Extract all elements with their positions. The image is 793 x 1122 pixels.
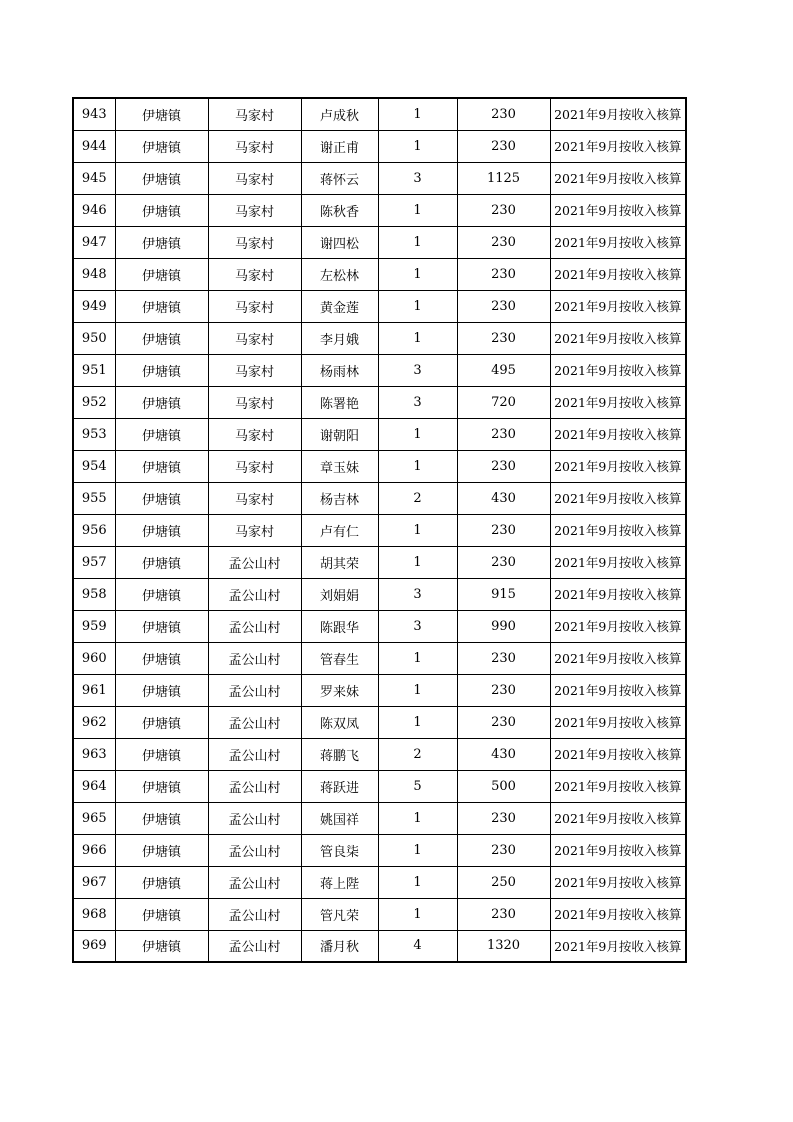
person-name-cell: 陈秋香 (301, 194, 378, 226)
amount-cell: 230 (457, 258, 550, 290)
person-name-cell: 蒋上陛 (301, 866, 378, 898)
table-row (73, 482, 686, 514)
village-cell: 马家村 (208, 194, 301, 226)
row-number-cell: 950 (73, 322, 115, 354)
note-cell: 2021年9月按收入核算 (550, 482, 686, 514)
amount-cell: 230 (457, 418, 550, 450)
amount-cell: 230 (457, 706, 550, 738)
row-number-cell: 945 (73, 162, 115, 194)
table-body (73, 98, 686, 962)
person-name-cell: 杨吉林 (301, 482, 378, 514)
town-cell: 伊塘镇 (115, 450, 208, 482)
village-cell: 马家村 (208, 162, 301, 194)
row-number-cell: 967 (73, 866, 115, 898)
row-number-cell: 953 (73, 418, 115, 450)
note-cell: 2021年9月按收入核算 (550, 322, 686, 354)
note-cell: 2021年9月按收入核算 (550, 354, 686, 386)
household-count-cell: 1 (378, 450, 457, 482)
row-number-cell: 952 (73, 386, 115, 418)
person-name-cell: 姚国祥 (301, 802, 378, 834)
amount-cell: 430 (457, 482, 550, 514)
household-count-cell: 3 (378, 610, 457, 642)
table-row (73, 930, 686, 962)
row-number-cell: 959 (73, 610, 115, 642)
person-name-cell: 罗来妹 (301, 674, 378, 706)
person-name-cell: 谢正甫 (301, 130, 378, 162)
person-name-cell: 卢有仁 (301, 514, 378, 546)
row-number-cell: 961 (73, 674, 115, 706)
household-count-cell: 1 (378, 98, 457, 130)
household-count-cell: 1 (378, 866, 457, 898)
household-count-cell: 1 (378, 226, 457, 258)
person-name-cell: 黄金莲 (301, 290, 378, 322)
row-number-cell: 951 (73, 354, 115, 386)
note-cell: 2021年9月按收入核算 (550, 610, 686, 642)
amount-cell: 990 (457, 610, 550, 642)
row-number-cell: 965 (73, 802, 115, 834)
household-count-cell: 1 (378, 514, 457, 546)
note-cell: 2021年9月按收入核算 (550, 290, 686, 322)
town-cell: 伊塘镇 (115, 738, 208, 770)
village-cell: 孟公山村 (208, 642, 301, 674)
town-cell: 伊塘镇 (115, 866, 208, 898)
person-name-cell: 谢朝阳 (301, 418, 378, 450)
row-number-cell: 949 (73, 290, 115, 322)
town-cell: 伊塘镇 (115, 578, 208, 610)
town-cell: 伊塘镇 (115, 642, 208, 674)
row-number-cell: 964 (73, 770, 115, 802)
note-cell: 2021年9月按收入核算 (550, 162, 686, 194)
village-cell: 马家村 (208, 226, 301, 258)
person-name-cell: 谢四松 (301, 226, 378, 258)
person-name-cell: 刘娟娟 (301, 578, 378, 610)
village-cell: 马家村 (208, 450, 301, 482)
town-cell: 伊塘镇 (115, 898, 208, 930)
table-row (73, 674, 686, 706)
note-cell: 2021年9月按收入核算 (550, 130, 686, 162)
person-name-cell: 蒋跃进 (301, 770, 378, 802)
person-name-cell: 章玉妹 (301, 450, 378, 482)
village-cell: 孟公山村 (208, 610, 301, 642)
table-row (73, 514, 686, 546)
table-row (73, 98, 686, 130)
note-cell: 2021年9月按收入核算 (550, 194, 686, 226)
town-cell: 伊塘镇 (115, 674, 208, 706)
amount-cell: 230 (457, 898, 550, 930)
table-row (73, 642, 686, 674)
table-row (73, 322, 686, 354)
household-count-cell: 3 (378, 578, 457, 610)
town-cell: 伊塘镇 (115, 290, 208, 322)
town-cell: 伊塘镇 (115, 194, 208, 226)
village-cell: 孟公山村 (208, 834, 301, 866)
amount-cell: 230 (457, 226, 550, 258)
household-count-cell: 4 (378, 930, 457, 962)
note-cell: 2021年9月按收入核算 (550, 546, 686, 578)
household-count-cell: 1 (378, 834, 457, 866)
person-name-cell: 潘月秋 (301, 930, 378, 962)
table-row (73, 770, 686, 802)
household-count-cell: 2 (378, 738, 457, 770)
amount-cell: 915 (457, 578, 550, 610)
person-name-cell: 管良柒 (301, 834, 378, 866)
row-number-cell: 969 (73, 930, 115, 962)
amount-cell: 1320 (457, 930, 550, 962)
amount-cell: 230 (457, 514, 550, 546)
town-cell: 伊塘镇 (115, 226, 208, 258)
town-cell: 伊塘镇 (115, 514, 208, 546)
table-row (73, 578, 686, 610)
row-number-cell: 966 (73, 834, 115, 866)
table-row (73, 898, 686, 930)
village-cell: 孟公山村 (208, 770, 301, 802)
table-row (73, 162, 686, 194)
note-cell: 2021年9月按收入核算 (550, 898, 686, 930)
amount-cell: 230 (457, 290, 550, 322)
table-row (73, 258, 686, 290)
town-cell: 伊塘镇 (115, 354, 208, 386)
note-cell: 2021年9月按收入核算 (550, 450, 686, 482)
village-cell: 孟公山村 (208, 546, 301, 578)
village-cell: 马家村 (208, 98, 301, 130)
village-cell: 马家村 (208, 386, 301, 418)
note-cell: 2021年9月按收入核算 (550, 386, 686, 418)
person-name-cell: 陈双凤 (301, 706, 378, 738)
table-row (73, 610, 686, 642)
note-cell: 2021年9月按收入核算 (550, 802, 686, 834)
table-row (73, 130, 686, 162)
table-row (73, 290, 686, 322)
town-cell: 伊塘镇 (115, 418, 208, 450)
amount-cell: 230 (457, 674, 550, 706)
table-row (73, 834, 686, 866)
table-row (73, 546, 686, 578)
household-count-cell: 1 (378, 898, 457, 930)
town-cell: 伊塘镇 (115, 834, 208, 866)
person-name-cell: 陈署艳 (301, 386, 378, 418)
village-cell: 马家村 (208, 290, 301, 322)
town-cell: 伊塘镇 (115, 322, 208, 354)
note-cell: 2021年9月按收入核算 (550, 930, 686, 962)
village-cell: 孟公山村 (208, 674, 301, 706)
note-cell: 2021年9月按收入核算 (550, 578, 686, 610)
note-cell: 2021年9月按收入核算 (550, 738, 686, 770)
row-number-cell: 944 (73, 130, 115, 162)
village-cell: 马家村 (208, 514, 301, 546)
household-count-cell: 5 (378, 770, 457, 802)
amount-cell: 500 (457, 770, 550, 802)
village-cell: 马家村 (208, 130, 301, 162)
village-cell: 马家村 (208, 482, 301, 514)
amount-cell: 230 (457, 450, 550, 482)
row-number-cell: 948 (73, 258, 115, 290)
table-row (73, 354, 686, 386)
town-cell: 伊塘镇 (115, 162, 208, 194)
row-number-cell: 960 (73, 642, 115, 674)
town-cell: 伊塘镇 (115, 706, 208, 738)
row-number-cell: 954 (73, 450, 115, 482)
household-count-cell: 1 (378, 546, 457, 578)
town-cell: 伊塘镇 (115, 802, 208, 834)
town-cell: 伊塘镇 (115, 482, 208, 514)
village-cell: 马家村 (208, 322, 301, 354)
household-count-cell: 3 (378, 386, 457, 418)
village-cell: 孟公山村 (208, 930, 301, 962)
amount-cell: 230 (457, 546, 550, 578)
amount-cell: 230 (457, 194, 550, 226)
person-name-cell: 陈跟华 (301, 610, 378, 642)
village-cell: 孟公山村 (208, 866, 301, 898)
household-count-cell: 1 (378, 642, 457, 674)
person-name-cell: 杨雨林 (301, 354, 378, 386)
household-count-cell: 1 (378, 258, 457, 290)
village-cell: 孟公山村 (208, 706, 301, 738)
amount-cell: 230 (457, 130, 550, 162)
table-row (73, 738, 686, 770)
table-row (73, 194, 686, 226)
note-cell: 2021年9月按收入核算 (550, 770, 686, 802)
town-cell: 伊塘镇 (115, 770, 208, 802)
note-cell: 2021年9月按收入核算 (550, 418, 686, 450)
household-count-cell: 1 (378, 674, 457, 706)
person-name-cell: 管春生 (301, 642, 378, 674)
table-row (73, 226, 686, 258)
amount-cell: 250 (457, 866, 550, 898)
person-name-cell: 胡其荣 (301, 546, 378, 578)
town-cell: 伊塘镇 (115, 98, 208, 130)
table-row (73, 706, 686, 738)
village-cell: 孟公山村 (208, 738, 301, 770)
row-number-cell: 943 (73, 98, 115, 130)
note-cell: 2021年9月按收入核算 (550, 674, 686, 706)
data-table (72, 97, 687, 963)
amount-cell: 430 (457, 738, 550, 770)
household-count-cell: 1 (378, 290, 457, 322)
table-row (73, 386, 686, 418)
village-cell: 孟公山村 (208, 578, 301, 610)
village-cell: 孟公山村 (208, 802, 301, 834)
table-row (73, 418, 686, 450)
household-count-cell: 2 (378, 482, 457, 514)
table-row (73, 866, 686, 898)
amount-cell: 230 (457, 322, 550, 354)
amount-cell: 720 (457, 386, 550, 418)
row-number-cell: 956 (73, 514, 115, 546)
note-cell: 2021年9月按收入核算 (550, 514, 686, 546)
note-cell: 2021年9月按收入核算 (550, 226, 686, 258)
person-name-cell: 管凡荣 (301, 898, 378, 930)
person-name-cell: 左松林 (301, 258, 378, 290)
person-name-cell: 蒋鹏飞 (301, 738, 378, 770)
amount-cell: 495 (457, 354, 550, 386)
row-number-cell: 968 (73, 898, 115, 930)
note-cell: 2021年9月按收入核算 (550, 866, 686, 898)
town-cell: 伊塘镇 (115, 610, 208, 642)
household-count-cell: 1 (378, 322, 457, 354)
row-number-cell: 958 (73, 578, 115, 610)
note-cell: 2021年9月按收入核算 (550, 706, 686, 738)
village-cell: 马家村 (208, 354, 301, 386)
town-cell: 伊塘镇 (115, 386, 208, 418)
town-cell: 伊塘镇 (115, 930, 208, 962)
household-count-cell: 1 (378, 802, 457, 834)
household-count-cell: 3 (378, 354, 457, 386)
note-cell: 2021年9月按收入核算 (550, 98, 686, 130)
person-name-cell: 蒋怀云 (301, 162, 378, 194)
row-number-cell: 955 (73, 482, 115, 514)
amount-cell: 1125 (457, 162, 550, 194)
household-count-cell: 1 (378, 418, 457, 450)
table-row (73, 450, 686, 482)
household-count-cell: 1 (378, 130, 457, 162)
amount-cell: 230 (457, 834, 550, 866)
town-cell: 伊塘镇 (115, 258, 208, 290)
person-name-cell: 李月娥 (301, 322, 378, 354)
amount-cell: 230 (457, 98, 550, 130)
row-number-cell: 962 (73, 706, 115, 738)
note-cell: 2021年9月按收入核算 (550, 642, 686, 674)
amount-cell: 230 (457, 802, 550, 834)
household-count-cell: 1 (378, 194, 457, 226)
town-cell: 伊塘镇 (115, 546, 208, 578)
row-number-cell: 947 (73, 226, 115, 258)
household-count-cell: 1 (378, 706, 457, 738)
row-number-cell: 957 (73, 546, 115, 578)
village-cell: 马家村 (208, 418, 301, 450)
town-cell: 伊塘镇 (115, 130, 208, 162)
note-cell: 2021年9月按收入核算 (550, 834, 686, 866)
table-row (73, 802, 686, 834)
household-count-cell: 3 (378, 162, 457, 194)
village-cell: 马家村 (208, 258, 301, 290)
note-cell: 2021年9月按收入核算 (550, 258, 686, 290)
amount-cell: 230 (457, 642, 550, 674)
village-cell: 孟公山村 (208, 898, 301, 930)
person-name-cell: 卢成秋 (301, 98, 378, 130)
row-number-cell: 963 (73, 738, 115, 770)
row-number-cell: 946 (73, 194, 115, 226)
